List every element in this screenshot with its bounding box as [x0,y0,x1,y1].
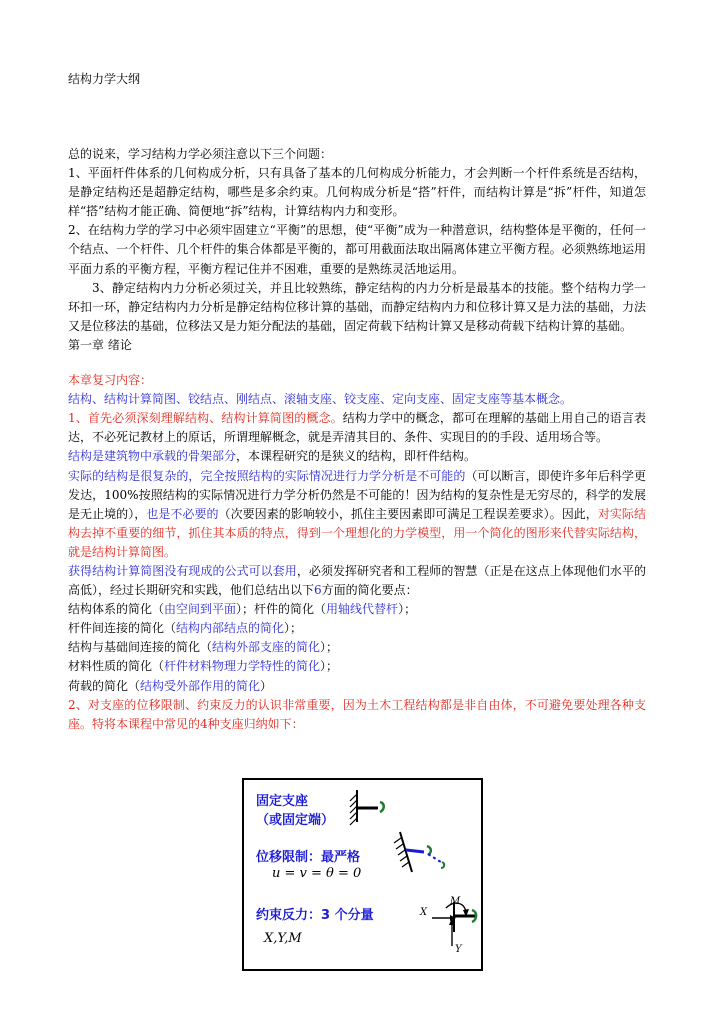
simp3-c: ）； [320,640,339,655]
intro-point-1: 1、平面杆件体系的几何构成分析，只有具备了基本的几何构成分析能力，才会判断一个杆件系统是否结构，是静定结构还是超静定结构，哪些是多余约束。几何构成分析是“搭”杆件，而结构计算是“拆”杆件，知道怎样“搭”结构才能正确、简便地“拆”结构，计算结构内力和变形。 [68,166,646,219]
complexity-highlight-2: 也是不必要的 [146,506,219,521]
review-item-1 [68,409,646,447]
simp5-c: ） [260,678,273,693]
simp1-b: 由空间到平面 [164,602,237,617]
simp3-a: 结构与基础间连接的简化（ [68,640,213,655]
simp3-b: 结构外部支座的简化 [212,640,321,655]
reaction-label-y: Y [455,944,462,955]
complexity-paragraph [68,467,646,562]
review-item-2: 2、对支座的位移限制、约束反力的认识非常重要，因为土木工程结构都是非自由体，不可避免要处理各种支座。特将本课程中常见的4种支座归纳如下： [68,697,646,731]
complexity-highlight-1: 实际的结构是很复杂的，完全按照结构的实际情况进行力学分析是不可能的 [68,468,466,483]
simplification-3 [68,638,646,657]
simplification-2 [68,619,646,638]
reaction-diagram-icon [432,902,476,946]
reaction-label-m: M [450,896,461,907]
simp1-d: 用轴线代替杆 [326,602,399,617]
simp1-a: 结构体系的简化（ [68,602,165,617]
figure-equation-zero: u = v = θ = 0 [272,866,362,881]
obtain-text-1: ，必须发挥研究者和工程师的智慧（正是在这点上体现他们水平的高低），经过长期研究和实践，他们总结出以下 [68,563,646,598]
complexity-text-1: （可以断言，即使许多年后科学更发达，100%按照结构的实际情况进行力学分析仍然是不可能的！因为结构的复杂性是无穷尽的，科学的发展是无止境的）， [68,468,646,521]
complexity-text-2: （次要因素的影响较小，抓住主要因素即可满足工程误差要求）。因此， [218,506,598,521]
simplification-intro [68,562,646,600]
structure-text: ，本课程研究的是狭义的结构，即杆件结构。 [236,449,477,464]
spacer [68,355,646,371]
simp2-b: 结构内部结点的简化 [176,621,285,636]
displacement-diagram-icon [394,832,444,872]
obtain-text-2: 方面的简化要点： [321,583,418,598]
simp2-c: ）； [284,621,303,636]
complexity-highlight-3: 对实际结构去掉不重要的细节，抓住其本质的特点，得到一个理想化的力学模型，用一个简化的图形来代替实际结构，就是结构计算简图。 [68,506,646,559]
intro-point-2: 2、在结构力学的学习中必须牢固建立“平衡”的思想，使“平衡”成为一种潜意识，结构整体是平衡的，任何一个结点、一个杆件、几个杆件的集合体都是平衡的，都可用截面法取出隔离体建立平衡方程。必须熟练地运用平面力系的平衡方程，平衡方程记住并不困难，重要的是熟练灵活地运用。 [68,223,646,276]
document-title: 结构力学大纲 [68,72,141,86]
item1-highlight: 1、首先必须深刻理解结构、结构计算简图的概念。 [68,411,343,426]
simp4-a: 材料性质的简化（ [68,659,165,674]
figure-label-reaction: 约束反力：3 个分量 [256,908,374,923]
simp4-c: ）； [320,659,339,674]
body-text [68,145,646,734]
reaction-label-x: X [420,907,428,918]
chapter-title: 第一章 绪论 [68,337,132,352]
simp1-e: ）； [398,602,417,617]
intro-point-3: 3、静定结构内力分析必须过关，并且比较熟练，静定结构的内力分析是最基本的技能。整个结构力学一环扣一环，静定结构内力分析是静定结构位移计算的基础，而静定结构内力和位移计算又是力法的基础，力法又是位移法的基础，位移法又是力矩分配法的基础，固定荷载下结构计算又是移动荷载下结构计算的基础。 [68,280,646,333]
simp4-b: 杆件材料物理力学特性的简化 [164,659,321,674]
obtain-highlight: 获得结构计算简图没有现成的公式可以套用 [68,563,297,578]
simp5-a: 荷载的简化（ [68,678,141,693]
simplification-1 [68,600,646,619]
simp2-a: 杆件间连接的简化（ [68,621,177,636]
review-concepts: 结构、结构计算简图、铰结点、刚结点、滚轴支座、铰支座、定向支座、固定支座等基本概念。 [68,392,573,407]
item1-text: 结构力学中的概念，都可在理解的基础上用自己的语言表达，不必死记教材上的原话，所谓理解概念，就是弄清其目的、条件、实现目的的手段、适用场合等。 [68,411,646,445]
figure-label-fixed-end: （或固定端） [256,813,335,828]
simp1-c: ）；杆件的简化（ [236,602,327,617]
simplification-5 [68,677,646,696]
figure-label-fixed-support: 固定支座 [256,794,309,809]
intro-lead: 总的说来，学习结构力学必须注意以下三个问题： [68,147,333,161]
review-heading: 本章复习内容： [68,373,153,388]
structure-definition [68,447,646,466]
support-diagrams [244,780,480,968]
fixed-support-icon [350,790,384,825]
simp5-b: 结构受外部作用的简化 [140,678,261,693]
structure-highlight: 结构是建筑物中承载的骨架部分 [68,449,237,464]
figure-equation-xym: X,Y,M [264,931,302,946]
simplification-4 [68,657,646,676]
fixed-support-figure [242,778,483,971]
figure-label-displacement: 位移限制：最严格 [256,850,361,865]
obtain-count: 6 [314,583,322,598]
